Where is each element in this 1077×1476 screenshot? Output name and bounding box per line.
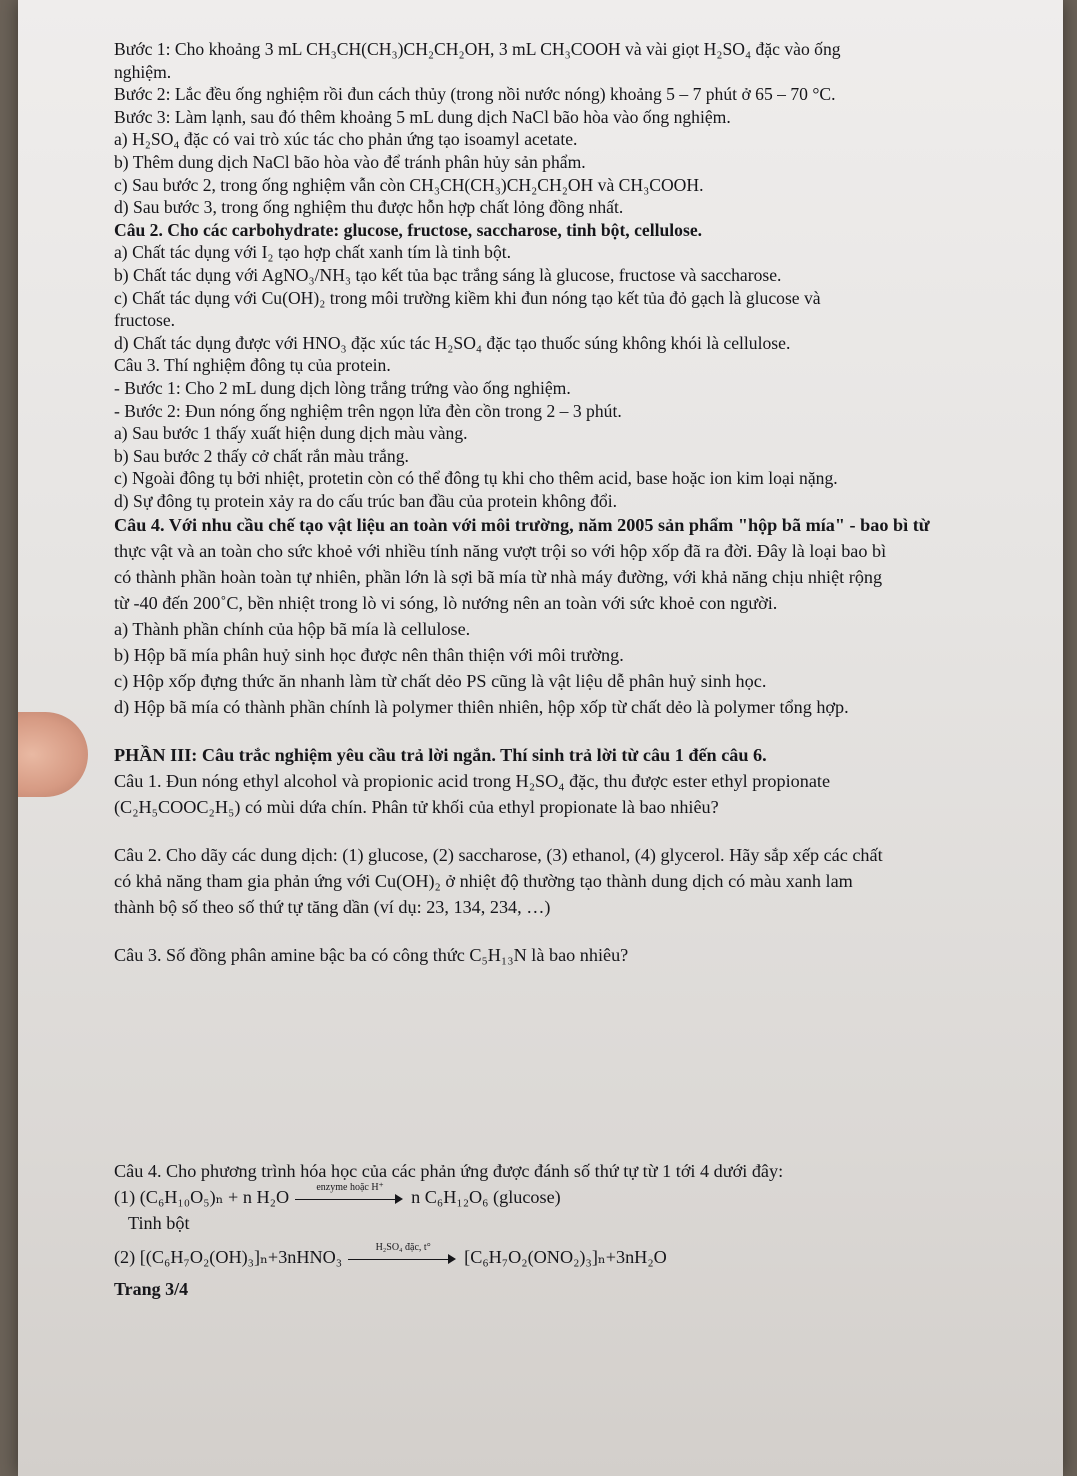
option-a: a) Sau bước 1 thấy xuất hiện dung dịch màu vàng. bbox=[114, 423, 468, 444]
question-line: Câu 1. Đun nóng ethyl alcohol và propionic acid trong H₂SO₄ đặc, thu được ester ethyl propionate bbox=[114, 771, 831, 792]
text-line: nghiệm. bbox=[114, 61, 172, 82]
option-b: b) Chất tác dụng với AgNO₃/NH₃ tạo kết tủa bạc trắng sáng là glucose, fructose và saccharose. bbox=[114, 264, 782, 285]
option-d: d) Sự đông tụ protein xảy ra do cấu trúc ban đầu của protein không đổi. bbox=[114, 490, 618, 511]
text-line: có khả năng tham gia phản ứng với Cu(OH)₂ ở nhiệt độ thường tạo thành dung dịch có màu xanh lam bbox=[114, 871, 853, 892]
arrow-head-icon bbox=[448, 1254, 456, 1264]
reaction-2-right: [C₆H₇O₂(ONO₂)₃]ₙ+3nH₂O bbox=[464, 1247, 667, 1268]
text-line: Bước 3: Làm lạnh, sau đó thêm khoảng 5 mL dung dịch NaCl bão hòa vào ống nghiệm. bbox=[114, 106, 731, 127]
question-line: Câu 3. Số đồng phân amine bậc ba có công thức C₅H₁₃N là bao nhiêu? bbox=[114, 945, 629, 966]
question-line: Câu 4. Cho phương trình hóa học của các phản ứng được đánh số thứ tự từ 1 tới 4 dưới đây: bbox=[114, 1161, 784, 1182]
reaction-2-left: (2) [(C₆H₇O₂(OH)₃]ₙ+3nHNO₃ bbox=[114, 1247, 343, 1268]
question-heading: Câu 3. Thí nghiệm đông tụ của protein. bbox=[114, 355, 391, 376]
option-b: b) Sau bước 2 thấy cở chất rắn màu trắng. bbox=[114, 445, 409, 466]
option-b: b) Thêm dung dịch NaCl bão hòa vào để tránh phân hủy sản phẩm. bbox=[114, 151, 586, 172]
option-c: c) Sau bước 2, trong ống nghiệm vẫn còn CH₃CH(CH₃)CH₂CH₂OH và CH₃COOH. bbox=[114, 174, 704, 195]
arrow-label: H₂SO₄ đặc, t° bbox=[375, 1242, 431, 1254]
option-b: b) Hộp bã mía phân huỷ sinh học được nên thân thiện với môi trường. bbox=[114, 645, 624, 666]
option-d: d) Chất tác dụng được với HNO₃ đặc xúc tác H₂SO₄ đặc tạo thuốc súng không khói là cellulose. bbox=[114, 332, 791, 353]
text-line: từ -40 đến 200˚C, bền nhiệt trong lò vi sóng, lò nướng nên an toàn với sức khoẻ con người. bbox=[114, 593, 778, 614]
text-line: Bước 1: Cho khoảng 3 mL CH₃CH(CH₃)CH₂CH₂OH, 3 mL CH₃COOH và vài giọt H₂SO₄ đặc vào ống bbox=[114, 39, 841, 59]
arrow-label: enzyme hoặc H⁺ bbox=[316, 1182, 384, 1194]
text-line: fructose. bbox=[114, 310, 176, 331]
text-line: thực vật và an toàn cho sức khoẻ với nhiều tính năng vượt trội so với hộp xốp đã ra đời. Đây là loại bao bì bbox=[114, 541, 887, 562]
text-line: (C₂H₅COOC₂H₅) có mùi dứa chín. Phân tử khối của ethyl propionate là bao nhiêu? bbox=[114, 797, 719, 818]
exam-sheet bbox=[18, 0, 1063, 1476]
text-line: thành bộ số theo số thứ tự tăng dần (ví dụ: 23, 134, 234, …) bbox=[114, 897, 551, 918]
arrow-head-icon bbox=[395, 1194, 403, 1204]
question-heading: Câu 4. Với nhu cầu chế tạo vật liệu an toàn với môi trường, năm 2005 sản phẩm "hộp bã mía" - bao bì từ bbox=[114, 515, 930, 536]
option-d: d) Sau bước 3, trong ống nghiệm thu được hỗn hợp chất lỏng đồng nhất. bbox=[114, 197, 624, 218]
page-number: Trang 3/4 bbox=[114, 1279, 189, 1300]
section-heading: PHẦN III: Câu trắc nghiệm yêu cầu trả lời ngắn. Thí sinh trả lời từ câu 1 đến câu 6. bbox=[114, 745, 767, 766]
reaction-arrow bbox=[348, 1242, 458, 1267]
text-line: - Bước 1: Cho 2 mL dung dịch lòng trắng trứng vào ống nghiệm. bbox=[114, 377, 571, 398]
reaction-1-right: n C₆H₁₂O₆ (glucose) bbox=[411, 1187, 561, 1208]
reaction-1-under: Tinh bột bbox=[128, 1213, 190, 1234]
photo-thumb bbox=[18, 712, 88, 797]
option-c: c) Ngoài đông tụ bởi nhiệt, protetin còn có thể đông tụ khi cho thêm acid, base hoặc ion kim loại nặng. bbox=[114, 468, 838, 489]
text-line: Bước 2: Lắc đều ống nghiệm rồi đun cách thủy (trong nồi nước nóng) khoảng 5 – 7 phút ở 65 – 70 °C. bbox=[114, 84, 836, 105]
reaction-2 bbox=[114, 1244, 1014, 1270]
question-heading: Câu 2. Cho các carbohydrate: glucose, fructose, saccharose, tinh bột, cellulose. bbox=[114, 219, 703, 240]
option-a: a) Chất tác dụng với I₂ tạo hợp chất xanh tím là tinh bột. bbox=[114, 242, 512, 263]
text-line: - Bước 2: Đun nóng ống nghiệm trên ngọn lửa đèn cồn trong 2 – 3 phút. bbox=[114, 400, 622, 421]
page-content bbox=[114, 38, 1014, 1301]
option-d: d) Hộp bã mía có thành phần chính là polymer thiên nhiên, hộp xốp từ chất dẻo là polymer tổng hợp. bbox=[114, 697, 849, 718]
reaction-1 bbox=[114, 1184, 1014, 1210]
option-a: a) H₂SO₄ đặc có vai trò xúc tác cho phản ứng tạo isoamyl acetate. bbox=[114, 129, 578, 150]
question-line: Câu 2. Cho dãy các dung dịch: (1) glucose, (2) saccharose, (3) ethanol, (4) glycerol. Hãy sắp xếp các chất bbox=[114, 845, 883, 866]
text-line: có thành phần hoàn toàn tự nhiên, phần lớn là sợi bã mía từ nhà máy đường, với khả năng chịu nhiệt rộng bbox=[114, 567, 883, 588]
option-c: c) Chất tác dụng với Cu(OH)₂ trong môi trường kiềm khi đun nóng tạo kết tủa đỏ gạch là glucose và bbox=[114, 287, 821, 308]
reaction-arrow bbox=[295, 1182, 405, 1207]
reaction-1-left: (1) (C₆H₁₀O₅)ₙ + n H₂O bbox=[114, 1187, 290, 1208]
option-a: a) Thành phần chính của hộp bã mía là cellulose. bbox=[114, 619, 471, 640]
option-c: c) Hộp xốp đựng thức ăn nhanh làm từ chất dẻo PS cũng là vật liệu dễ phân huỷ sinh học. bbox=[114, 671, 767, 692]
